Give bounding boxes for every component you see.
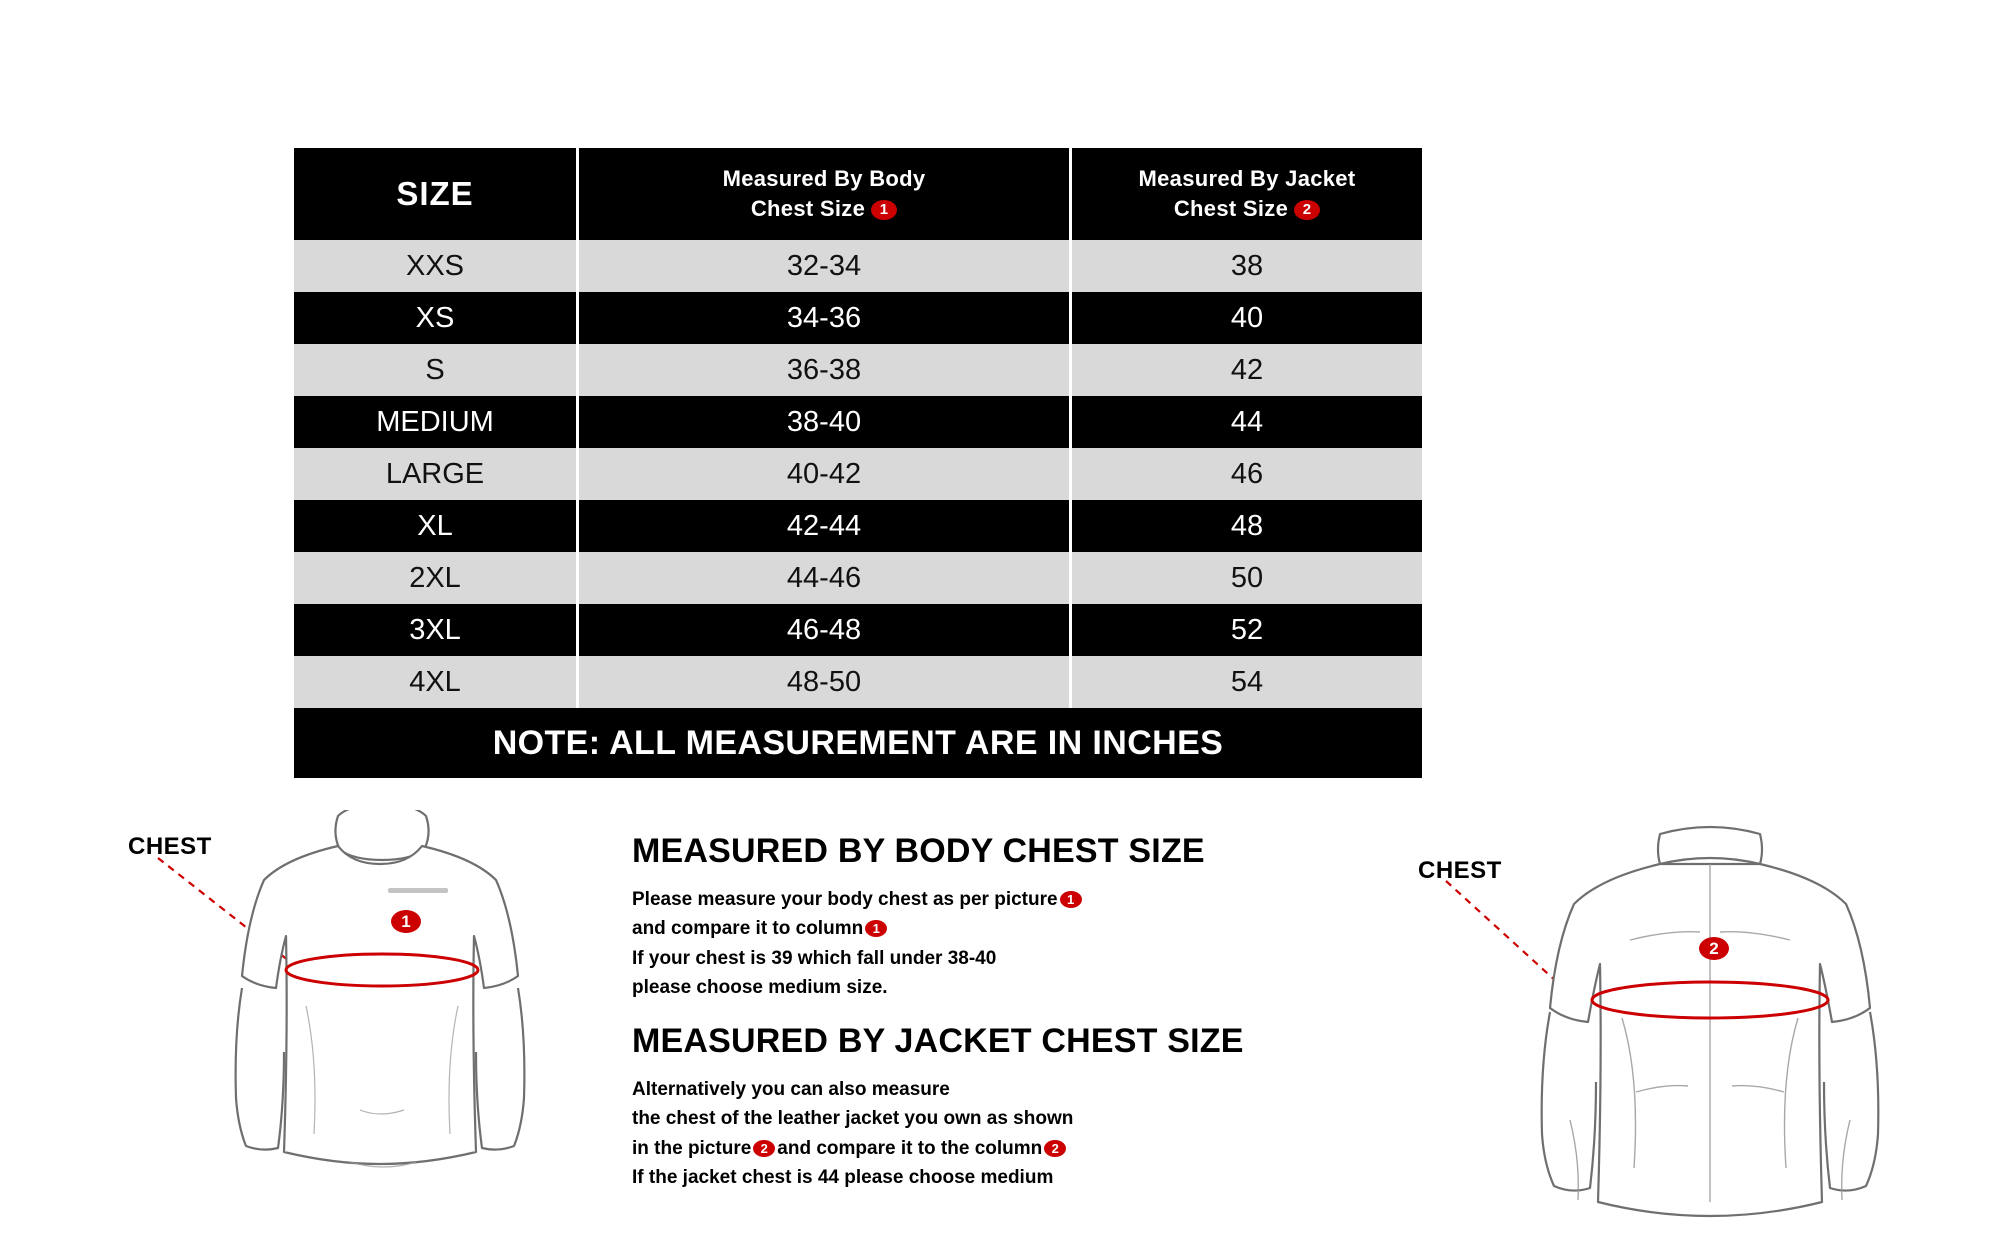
table-row — [294, 344, 1422, 396]
body-chest-explanation — [632, 832, 1232, 1003]
cell-size: LARGE — [294, 448, 578, 500]
badge-2-inline-b: 2 — [1044, 1140, 1066, 1157]
cell-jacket-chest: 48 — [1071, 500, 1423, 552]
body-chest-line-1 — [632, 885, 1232, 914]
body-chest-paragraph — [632, 885, 1232, 1003]
badge-1-header: 1 — [871, 200, 897, 220]
tshirt-illustration — [210, 810, 550, 1230]
cell-jacket-chest: 46 — [1071, 448, 1423, 500]
cell-body-chest: 34-36 — [578, 292, 1071, 344]
table-header — [294, 148, 1422, 240]
cell-jacket-chest: 52 — [1071, 604, 1423, 656]
size-chart-table — [294, 148, 1422, 778]
jacket-chest-title: MEASURED BY JACKET CHEST SIZE — [632, 1022, 1244, 1060]
size-table — [294, 148, 1422, 778]
jacket-chest-line-2: the chest of the leather jacket you own as shown — [632, 1108, 1074, 1130]
cell-body-chest: 42-44 — [578, 500, 1071, 552]
table-header-row — [294, 148, 1422, 240]
cell-jacket-chest: 44 — [1071, 396, 1423, 448]
cell-body-chest: 40-42 — [578, 448, 1071, 500]
cell-size: MEDIUM — [294, 396, 578, 448]
jacket-chest-line-4: If the jacket chest is 44 please choose medium — [632, 1167, 1054, 1189]
table-row — [294, 396, 1422, 448]
cell-size: 4XL — [294, 656, 578, 708]
badge-1-inline-b: 1 — [865, 920, 887, 937]
body-chest-line-2-text: and compare it to column — [632, 918, 864, 940]
table-row — [294, 448, 1422, 500]
table-row — [294, 552, 1422, 604]
cell-body-chest: 36-38 — [578, 344, 1071, 396]
header-jacket-chest — [1071, 148, 1423, 240]
cell-size: 2XL — [294, 552, 578, 604]
jacket-illustration — [1510, 820, 1910, 1230]
body-chest-line-3: If your chest is 39 which fall under 38-40 — [632, 947, 997, 969]
table-row — [294, 292, 1422, 344]
table-note-row — [294, 708, 1422, 778]
marker-1-shirt: 1 — [391, 910, 421, 933]
header-size: SIZE — [294, 148, 578, 240]
table-body — [294, 240, 1422, 778]
body-chest-title: MEASURED BY BODY CHEST SIZE — [632, 832, 1205, 870]
chest-label-right: CHEST — [1418, 857, 1502, 884]
table-row — [294, 240, 1422, 292]
header-body-chest-line1: Measured By Body — [722, 166, 926, 192]
jacket-chest-line-1: Alternatively you can also measure — [632, 1079, 950, 1100]
cell-size: XS — [294, 292, 578, 344]
cell-jacket-chest: 40 — [1071, 292, 1423, 344]
cell-jacket-chest: 54 — [1071, 656, 1423, 708]
cell-body-chest: 32-34 — [578, 240, 1071, 292]
header-body-chest-line2 — [579, 194, 1069, 224]
table-row — [294, 656, 1422, 708]
cell-jacket-chest: 50 — [1071, 552, 1423, 604]
cell-body-chest: 46-48 — [578, 604, 1071, 656]
header-body-chest-line2-text: Chest Size — [750, 196, 866, 221]
jacket-chest-line-3-text-b: and compare it to the column — [777, 1137, 1043, 1159]
cell-body-chest: 48-50 — [578, 656, 1071, 708]
cell-body-chest: 44-46 — [578, 552, 1071, 604]
cell-jacket-chest: 42 — [1071, 344, 1423, 396]
badge-2-inline-a: 2 — [753, 1140, 775, 1157]
jacket-chest-explanation — [632, 1022, 1252, 1193]
jacket-chest-line-3-text-a: in the picture — [632, 1137, 752, 1159]
header-jacket-chest-line2 — [1072, 194, 1422, 224]
header-jacket-chest-line2-text: Chest Size — [1173, 196, 1289, 221]
table-row — [294, 604, 1422, 656]
body-chest-line-4: please choose medium size. — [632, 977, 888, 999]
cell-size: 3XL — [294, 604, 578, 656]
cell-size: XXS — [294, 240, 578, 292]
measurement-note: NOTE: ALL MEASUREMENT ARE IN INCHES — [294, 708, 1422, 778]
table-row — [294, 500, 1422, 552]
jacket-chest-paragraph — [632, 1075, 1252, 1193]
header-body-chest — [578, 148, 1071, 240]
body-chest-line-2 — [632, 914, 1232, 943]
chest-label-left: CHEST — [128, 833, 212, 860]
header-jacket-chest-line1: Measured By Jacket — [1138, 166, 1356, 192]
cell-size: S — [294, 344, 578, 396]
badge-2-header: 2 — [1294, 200, 1320, 220]
cell-size: XL — [294, 500, 578, 552]
marker-2-jacket: 2 — [1699, 937, 1729, 960]
jacket-chest-line-3 — [632, 1134, 1252, 1163]
body-chest-line-1-text: Please measure your body chest as per picture — [632, 889, 1058, 910]
badge-1-inline-a: 1 — [1060, 891, 1082, 908]
cell-body-chest: 38-40 — [578, 396, 1071, 448]
cell-jacket-chest: 38 — [1071, 240, 1423, 292]
